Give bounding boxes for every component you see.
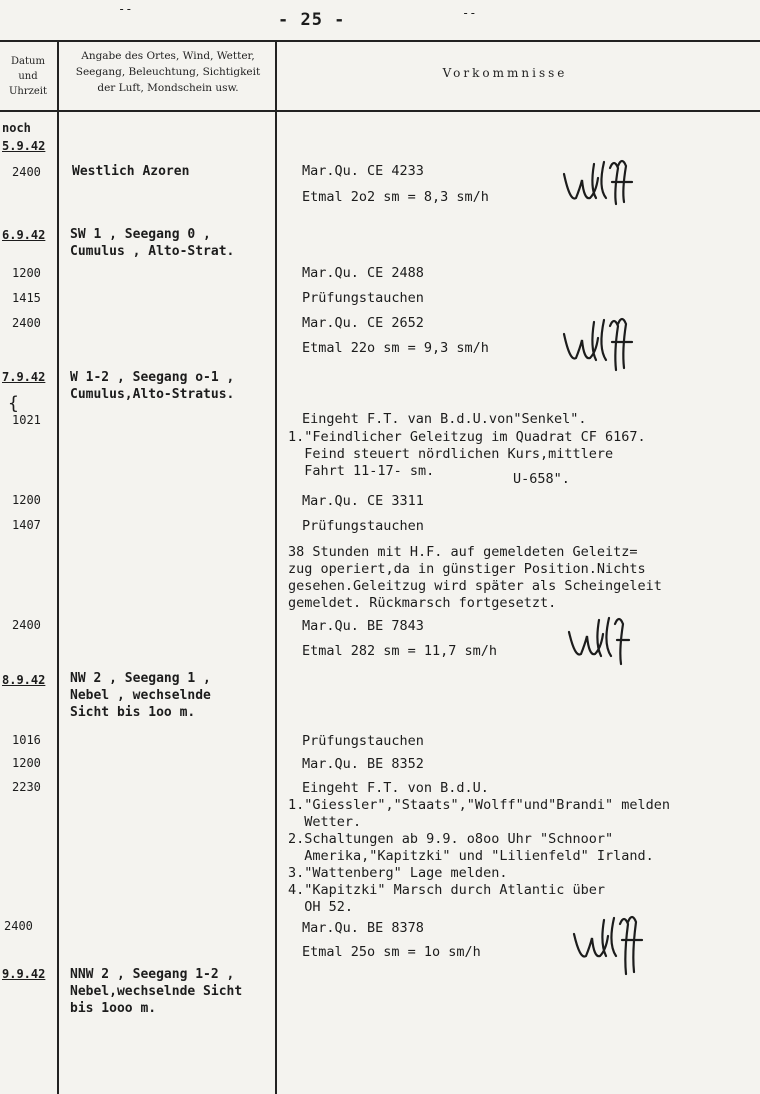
conditions-entry: W 1-2 , Seegang o-1 , Cumulus,Alto-Stratus.	[70, 370, 235, 402]
date-label: noch	[2, 121, 31, 135]
event-entry: 1."Giessler","Staats","Wolff"und"Brandi" melden Wetter. 2.Schaltungen ab 9.9. o8oo Uhr "Schnoor" Amerika,"Kapitzki" und "Lilienfeld" Irland. 3."Wattenberg" Lage melden. 4."Kapitzki" Marsch durch Atlantic über OH 52.	[288, 797, 671, 915]
signature	[570, 910, 650, 980]
event-entry: Mar.Qu. BE 8378	[302, 920, 424, 936]
header-events: Vorkommnisse	[442, 66, 568, 80]
time-label: 2400	[4, 919, 33, 933]
event-entry: Mar.Qu. CE 3311	[302, 493, 424, 509]
stray-mark: --	[118, 2, 133, 16]
time-label: 1407	[12, 518, 41, 532]
date-label: 6.9.42	[2, 228, 46, 242]
conditions-entry: NNW 2 , Seegang 1-2 , Nebel,wechselnde Sicht bis 1ooo m.	[70, 967, 243, 1016]
date-label: 8.9.42	[2, 673, 46, 687]
header-bottom-rule	[0, 110, 760, 112]
header-top-rule	[0, 40, 760, 42]
event-entry: Mar.Qu. CE 2652	[302, 315, 424, 331]
event-entry: U-658".	[513, 471, 570, 487]
conditions-entry: Westlich Azoren	[72, 164, 190, 179]
time-label: 2400	[12, 618, 41, 632]
event-entry: Mar.Qu. CE 2488	[302, 265, 424, 281]
event-entry: Eingeht F.T. van B.d.U.von"Senkel".	[302, 411, 587, 427]
time-label: 1016	[12, 733, 41, 747]
header-conditions: Angabe des Ortes, Wind, Wetter, Seegang, Beleuchtung, Sichtigkeit der Luft, Mondschein usw.	[75, 50, 261, 94]
date-label: 7.9.42	[2, 370, 46, 384]
event-entry: Eingeht F.T. von B.d.U.	[302, 780, 489, 796]
event-entry: 38 Stunden mit H.F. auf gemeldeten Geleitz= zug operiert,da in günstiger Position.Nichts gesehen.Geleitzug wird später als Scheingeleit gemeldet. Rückmarsch fortgesetzt.	[288, 544, 662, 611]
header-date-time: Datum und Uhrzeit	[8, 56, 48, 97]
event-entry: Mar.Qu. BE 8352	[302, 756, 424, 772]
time-label: 2230	[12, 780, 41, 794]
time-label: 1200	[12, 756, 41, 770]
date-label: 5.9.42	[2, 139, 46, 153]
stray-mark: --	[462, 6, 477, 20]
event-entry: Etmal 25o sm = 1o sm/h	[302, 944, 481, 960]
time-label: 1415	[12, 291, 41, 305]
col-divider-1	[57, 40, 59, 1094]
event-entry: Prüfungstauchen	[302, 733, 424, 749]
conditions-entry: NW 2 , Seegang 1 , Nebel , wechselnde Sicht bis 1oo m.	[70, 671, 211, 720]
signature	[565, 610, 635, 670]
event-entry: Mar.Qu. CE 4233	[302, 163, 424, 179]
stray-mark: {	[8, 393, 19, 414]
time-label: 2400	[12, 316, 41, 330]
time-label: 2400	[12, 165, 41, 179]
time-label: 1021	[12, 413, 41, 427]
event-entry: Prüfungstauchen	[302, 518, 424, 534]
col-divider-2	[275, 40, 277, 1094]
event-entry: Etmal 2o2 sm = 8,3 sm/h	[302, 189, 489, 205]
signature	[560, 158, 640, 210]
date-label: 9.9.42	[2, 967, 46, 981]
event-entry: Prüfungstauchen	[302, 290, 424, 306]
time-label: 1200	[12, 266, 41, 280]
event-entry: 1."Feindlicher Geleitzug im Quadrat CF 6167. Feind steuert nördlichen Kurs,mittlere Fahrt 11-17- sm.	[288, 429, 646, 479]
time-label: 1200	[12, 493, 41, 507]
event-entry: Etmal 282 sm = 11,7 sm/h	[302, 643, 498, 659]
page-number: - 25 -	[278, 10, 346, 30]
event-entry: Mar.Qu. BE 7843	[302, 618, 424, 634]
event-entry: Etmal 22o sm = 9,3 sm/h	[302, 340, 489, 356]
conditions-entry: SW 1 , Seegang 0 , Cumulus , Alto-Strat.	[70, 227, 235, 259]
signature	[560, 312, 640, 374]
